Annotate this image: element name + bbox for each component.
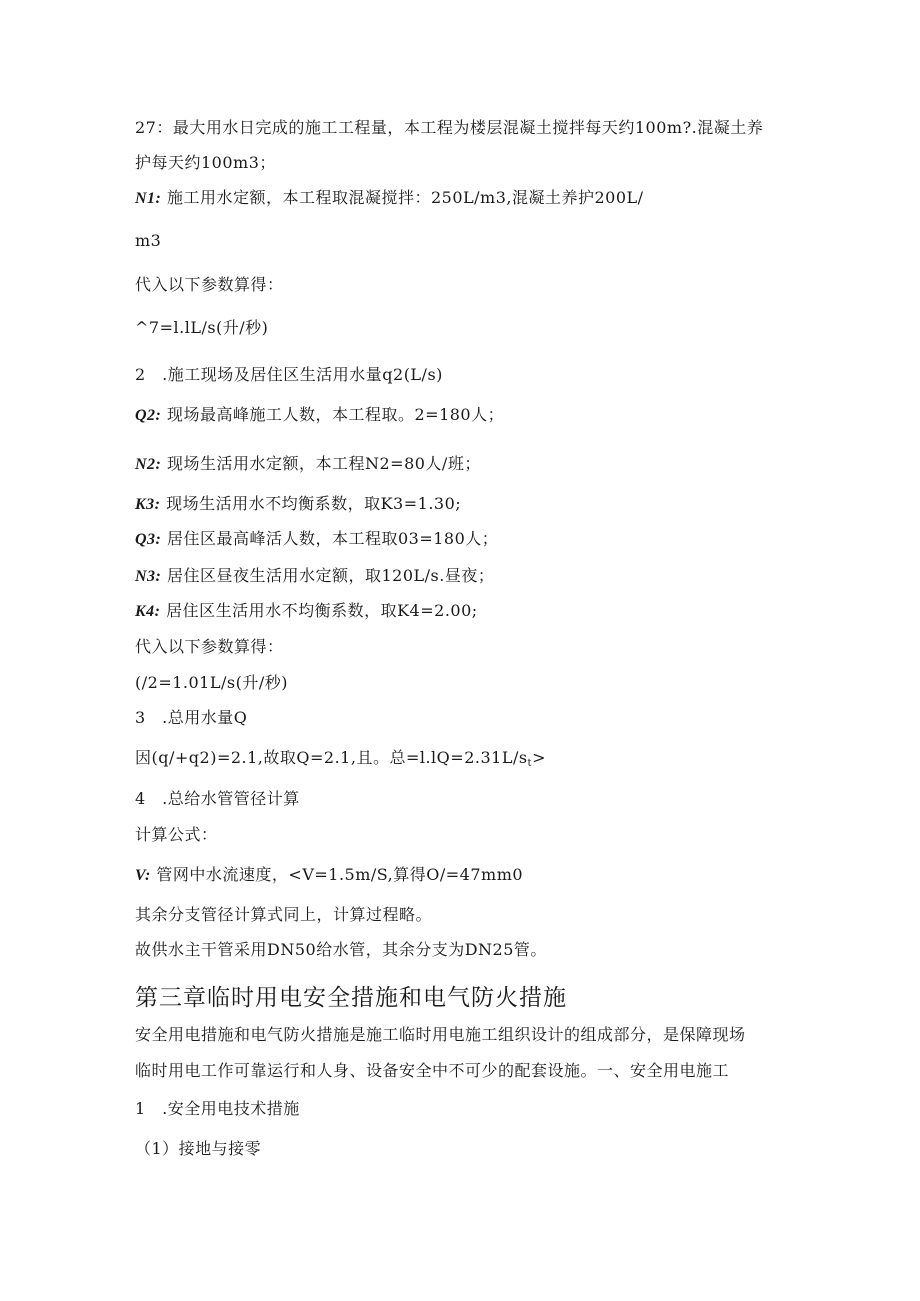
paragraph-line: 安全用电措施和电气防火措施是施工临时用电施工组织设计的组成部分，是保障现场	[135, 1025, 746, 1044]
formula-subscript: t	[527, 758, 533, 769]
paragraph-line: 临时用电工作可靠运行和人身、设备安全中不可少的配套设施。一、安全用电施工	[135, 1061, 730, 1080]
symbol-label: K4:	[135, 603, 161, 620]
definition-text: 现场生活用水定额，本工程N2=80人/班；	[166, 454, 481, 473]
definition-line	[135, 405, 504, 426]
definition-text: 现场生活用水不均衡系数，取K3=1.30;	[166, 494, 462, 513]
paragraph-line: 27：最大用水日完成的施工工程量，本工程为楼层混凝土搅拌每天约100m?.混凝土养	[135, 118, 764, 137]
paragraph-line: 护每天约100m3；	[135, 153, 276, 172]
definition-line	[135, 188, 644, 209]
definition-text: 施工用水定额，本工程取混凝搅拌：250L∕m3,混凝土养护200L/	[166, 188, 644, 207]
formula-line	[135, 748, 546, 774]
formula-end: >	[532, 748, 546, 767]
section-line: 3 .总用水量Q	[135, 708, 248, 727]
symbol-label: K3:	[135, 496, 161, 513]
paragraph-line: 代入以下参数算得：	[135, 275, 284, 294]
paragraph-line: 代入以下参数算得：	[135, 637, 284, 656]
symbol-label: N3:	[135, 568, 162, 585]
definition-text: 居住区昼夜生活用水定额，取120L∕s.昼夜；	[166, 566, 495, 585]
section-line: 1 .安全用电技术措施	[135, 1099, 300, 1118]
definition-line	[135, 566, 494, 587]
formula-line: (∕2=1.01L∕s(升/秒)	[135, 673, 288, 692]
paragraph-line: 其余分支管径计算式同上，计算过程略。	[135, 905, 433, 924]
symbol-label: V:	[135, 867, 151, 884]
chapter-heading: 第三章临时用电安全措施和电气防火措施	[135, 985, 567, 1011]
symbol-label: N2:	[135, 456, 162, 473]
subsection-line: （1）接地与接零	[135, 1139, 262, 1158]
formula-line: ^7=l.lL∕s(升/秒)	[135, 318, 269, 337]
definition-line	[135, 454, 481, 475]
symbol-label: Q3:	[135, 531, 162, 548]
definition-line	[135, 865, 523, 886]
definition-line	[135, 529, 498, 550]
section-line: 2 .施工现场及居住区生活用水量q2(L∕s)	[135, 365, 443, 384]
symbol-label: N1:	[135, 190, 162, 207]
definition-text: 居住区生活用水不均衡系数，取K4=2.00;	[166, 601, 478, 620]
section-line: 4 .总给水管管径计算	[135, 789, 300, 808]
paragraph-line: 故供水主干管采用DN50给水管，其余分支为DN25管。	[135, 940, 547, 959]
definition-text: 居住区最高峰活人数，本工程取03=180人；	[166, 529, 499, 548]
symbol-label: Q2:	[135, 407, 162, 424]
definition-line	[135, 494, 461, 515]
definition-text: 现场最高峰施工人数，本工程取。2=180人；	[166, 405, 505, 424]
formula-text: 因(q∕+q2)=2.1,故取Q=2.1,且。总=l.lQ=2.31L∕s	[135, 748, 528, 767]
definition-text: 管网中水流速度，<V=1.5m∕S,算得O∕=47mm0	[156, 865, 524, 884]
paragraph-line: 计算公式：	[135, 825, 218, 844]
definition-line	[135, 601, 478, 622]
paragraph-line: m3	[135, 231, 162, 250]
